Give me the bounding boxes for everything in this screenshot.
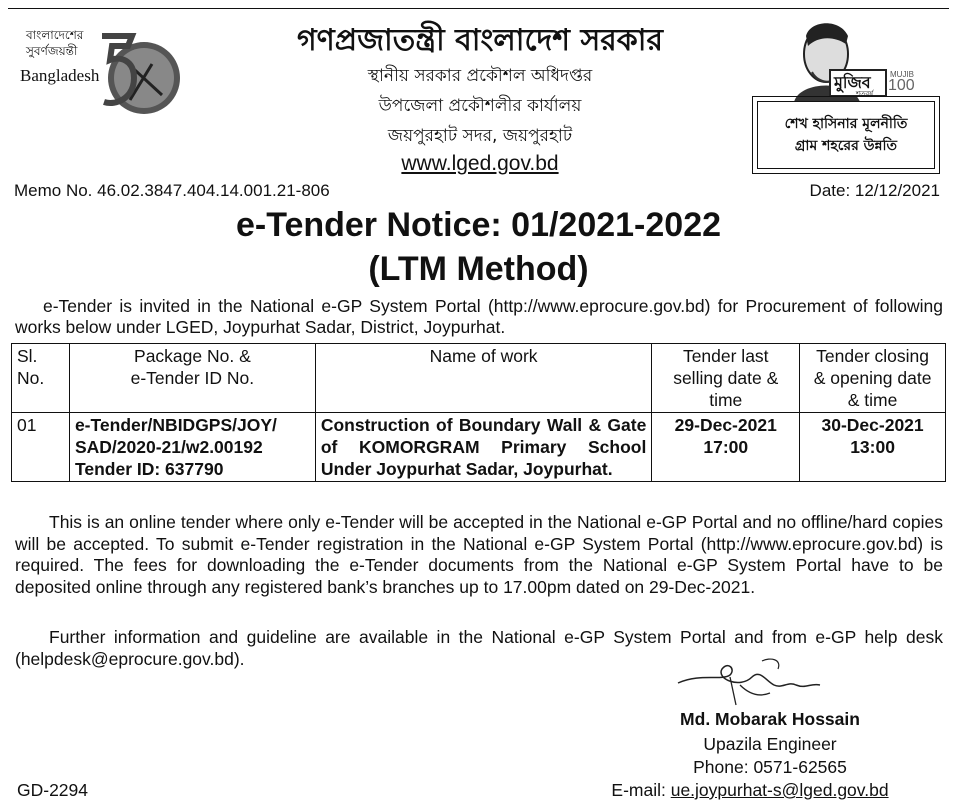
logo-bn-line1: বাংলাদেশের <box>26 28 84 42</box>
mujib-logo-number: 100 <box>888 77 915 94</box>
header-closing-line2: & opening date <box>813 368 932 388</box>
further-info-paragraph: Further information and guideline are available in the National e-GP System Portal and from e-GP help desk (helpdesk@eprocure.gov.bd). <box>15 627 943 669</box>
header-closing-line3: & time <box>847 390 898 410</box>
header-selling-line1: Tender last <box>682 346 769 366</box>
slogan-line1: শেখ হাসিনার মূলনীতি <box>784 116 908 132</box>
tender-table <box>11 343 946 482</box>
logo-en-text: Bangladesh <box>20 66 100 85</box>
header-selling <box>652 344 800 413</box>
signatory-designation: Upazila Engineer <box>703 734 837 754</box>
header-sl-line2: No. <box>17 368 45 388</box>
govt-title: গণপ্রজাতন্ত্রী বাংলাদেশ সরকার <box>297 23 663 58</box>
top-border-line <box>8 8 949 9</box>
golden-jubilee-logo <box>12 20 192 130</box>
header-closing <box>800 344 946 413</box>
cell-closing-time-value: 13:00 <box>850 437 895 457</box>
memo-number: Memo No. 46.02.3847.404.14.001.21-806 <box>14 181 330 200</box>
cell-package-line2: SAD/2020-21/w2.00192 <box>74 437 263 457</box>
cell-sl: 01 <box>12 413 70 482</box>
table-row <box>12 413 946 482</box>
cell-tender-id: Tender ID: 637790 <box>74 459 224 479</box>
cell-work-name: Construction of Boundary Wall & Gate of KOMORGRAM Primary School Under Joypurhat Sadar, Joypurhat. <box>315 413 652 482</box>
header-sl <box>12 344 70 413</box>
signature-icon <box>670 655 830 710</box>
office-location: জয়পুরহাট সদর, জয়পুরহাট <box>387 126 573 146</box>
notice-date: Date: 12/12/2021 <box>809 181 940 200</box>
notice-method: (LTM Method) <box>368 250 589 288</box>
email-label: E-mail: <box>611 780 671 800</box>
logo-bn-line2: সুবর্ণজয়ন্তী <box>26 44 78 58</box>
slogan-line2: গ্রাম শহরের উন্নতি <box>794 138 898 154</box>
office-name: উপজেলা প্রকৌশলীর কার্যালয় <box>378 96 582 116</box>
mujib-logo-text: মুজিব <box>834 73 871 92</box>
header-package-line2: e-Tender ID No. <box>130 368 255 388</box>
cell-closing-date-value: 30-Dec-2021 <box>821 415 924 435</box>
header-package <box>69 344 315 413</box>
cell-package-line1: e-Tender/NBIDGPS/JOY/ <box>74 415 277 435</box>
cell-closing-date <box>800 413 946 482</box>
department-name: স্থানীয় সরকার প্রকৌশল অধিদপ্তর <box>367 66 593 86</box>
signatory-phone: Phone: 0571-62565 <box>693 757 847 777</box>
header-closing-line1: Tender closing <box>816 346 929 366</box>
signatory-name: Md. Mobarak Hossain <box>680 709 860 729</box>
online-tender-paragraph: This is an online tender where only e-Tender will be accepted in the National e-GP Portal and no offline/hard copies will be accepted. To submit e-Tender registration in the National e-GP System Portal (http://www.eprocure.gov.bd) is required. The fees for downloading the e-Tender documents from the National e-GP System Portal have to be deposited online through any registered bank’s branches up to 17.00pm dated on 29-Dec-2021. <box>15 512 943 597</box>
slogan-box <box>752 96 940 174</box>
email-link[interactable]: ue.joypurhat-s@lged.gov.bd <box>670 780 889 800</box>
header-selling-line3: time <box>709 390 743 410</box>
notice-title: e-Tender Notice: 01/2021-2022 <box>235 206 722 244</box>
cell-selling-date-value: 29-Dec-2021 <box>674 415 777 435</box>
cell-package <box>69 413 315 482</box>
website-text: www.lged.gov.bd <box>401 152 559 175</box>
mujib-100-logo <box>790 14 940 102</box>
mujib-logo-en: MUJIB <box>890 70 914 79</box>
slogan-inner-frame <box>757 101 935 169</box>
header-package-line1: Package No. & <box>134 346 251 366</box>
mujib-logo-sub: শতবর্ষ <box>856 90 874 98</box>
table-header-row <box>12 344 946 413</box>
website-link[interactable] <box>230 152 730 176</box>
gd-number: GD-2294 <box>17 780 89 800</box>
cell-selling-date <box>652 413 800 482</box>
intro-paragraph: e-Tender is invited in the National e-GP System Portal (http://www.eprocure.gov.bd) for Procurement of following works below under LGED, Joypurhat Sadar, District, Joypurhat. <box>15 296 943 337</box>
cell-selling-time-value: 17:00 <box>703 437 749 457</box>
header-selling-line2: selling date & <box>673 368 779 388</box>
signatory-email <box>580 780 920 801</box>
header-sl-line1: Sl. <box>17 346 38 366</box>
header-work: Name of work <box>315 344 652 413</box>
